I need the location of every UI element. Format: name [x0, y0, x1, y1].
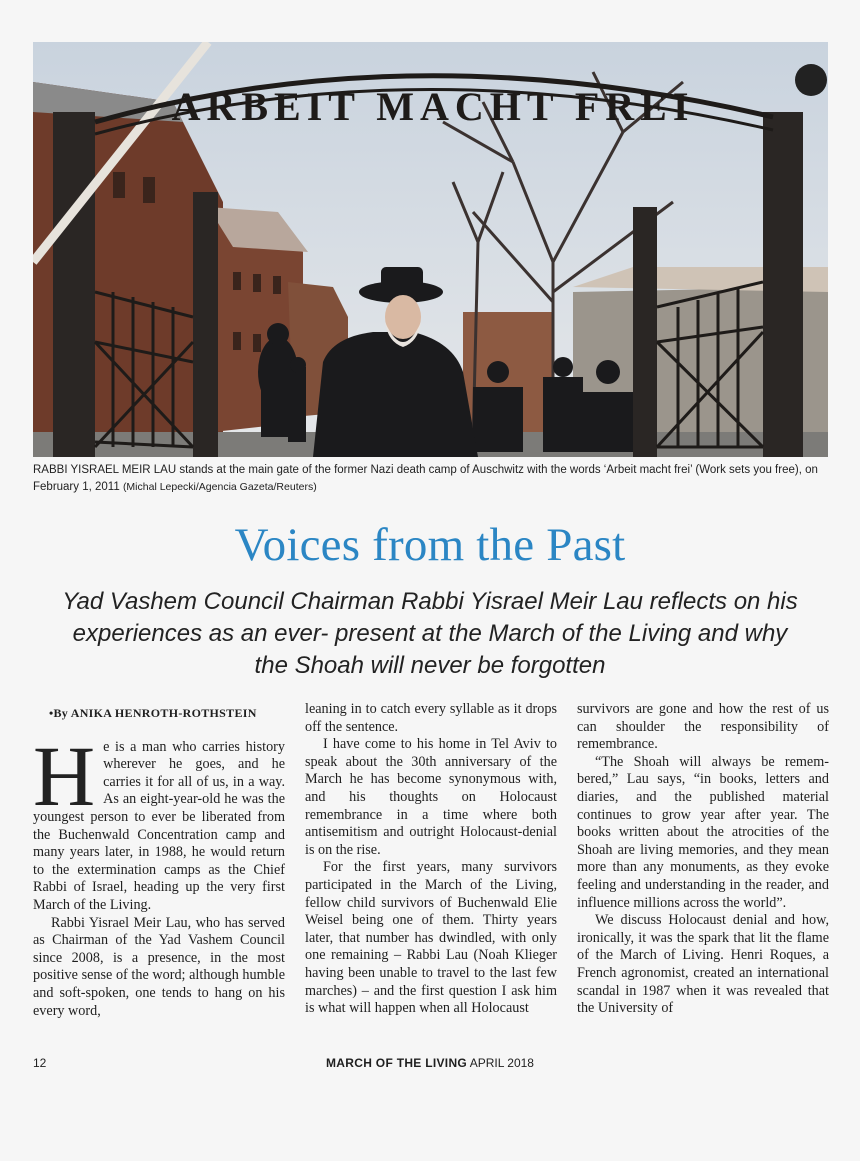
paragraph: survivors are gone and how the rest of us can shoulder the responsibility of remembrance.: [577, 701, 829, 753]
paragraph: I have come to his home in Tel Aviv to speak about the 30th anniversary of the March he has become synonymous with, and his thoughts on Holocaust remembrance in a time where both antisemitism and outright Holocaust-denial is on the rise.: [305, 736, 557, 858]
paragraph: leaning in to catch every syllable as it drops off the sentence.: [305, 701, 557, 735]
issue-date: APRIL 2018: [469, 1056, 534, 1070]
article-headline: Voices from the Past: [234, 519, 626, 571]
page-number: 12: [33, 1056, 47, 1070]
paragraph: Rabbi Yisrael Meir Lau, who has served as Chairman of the Yad Vashem Council since 2008, is a presence, in the most positive sense of the word; although humble and soft-spoken, one tends to hang on his every word,: [33, 914, 285, 1019]
photo-illustration: [33, 42, 828, 457]
photo-caption: [33, 462, 833, 496]
magazine-name: MARCH OF THE LIVING: [326, 1056, 468, 1070]
article-column-1: [33, 701, 285, 1020]
paragraph: “The Shoah will always be remembered,” Lau says, “in books, letters and diaries, and the published material continues to grow year after year. The books written about the atrocities of the Shoah are living memories, and they mean more than any monuments, as they evoke feeling and understanding in the reader, and influence millions across the world”.: [577, 753, 829, 911]
article-column-3: [577, 701, 829, 1018]
drop-cap: H: [33, 727, 96, 824]
byline-prefix: •By: [49, 706, 69, 720]
byline: [49, 705, 285, 723]
article-column-2: [305, 701, 557, 1018]
article-photo: [33, 42, 828, 457]
publication-footer: [0, 1056, 860, 1070]
gate-sign-text: ARBEIT MACHT FREI: [171, 84, 695, 129]
photo-credit: (Michal Lepecki/Agencia Gazeta/Reuters): [122, 481, 317, 493]
caption-text: RABBI YISRAEL MEIR LAU stands at the main gate of the former Nazi death camp of Auschwitz with the words ‘Arbeit macht frei’ (Work sets you free), on February 1, 2011: [33, 464, 818, 493]
article-deck: Yad Vashem Council Chairman Rabbi Yisrael Meir Lau reflects on his experiences as an ever- present at the March of the Living and why the Shoah will never be forgotten: [62, 588, 798, 679]
byline-author: ANIKA HENROTH-ROTHSTEIN: [70, 706, 257, 720]
paragraph: [33, 727, 285, 915]
paragraph: We discuss Holocaust denial and how, ironically, it was the spark that lit the flame of the March of Living. Henri Roques, a French agronomist, created an international scandal in 1987 when it was revealed that the University of: [577, 912, 829, 1017]
paragraph-text: e is a man who carries history wherever he goes, and he carries it for all of us, in a way. As an eight-year-old he was the youngest person to ever be liberated from the Buchenwald Concentration camp and many years later, in 1988, he would return to the extermination camps as the Chief Rabbi of Israel, heading up the very first March of the Living.: [33, 738, 285, 913]
paragraph: For the first years, many survivors participated in the March of the Living, fellow child survivors of Buchenwald Elie Weisel being one of them. Thirty years later, that number has dwindled, with only one remaining – Rabbi Lau (Noah Klieger having been unable to travel to the last few marches) – and the first question I ask him is what will happen when all Holocaust: [305, 859, 557, 1017]
